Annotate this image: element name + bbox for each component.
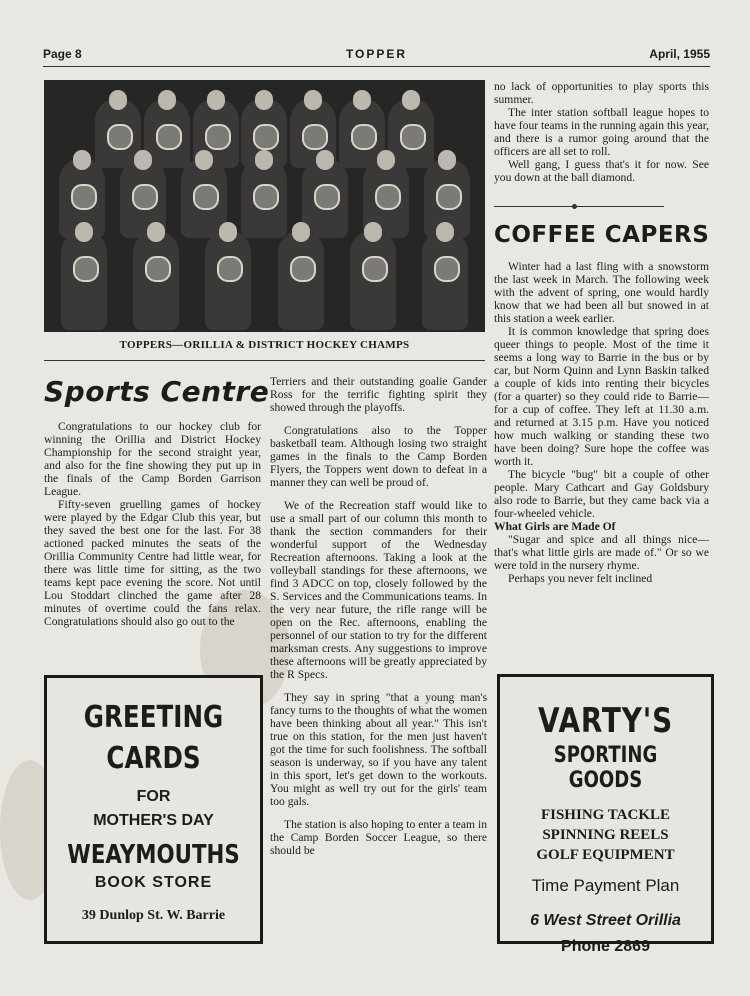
paragraph: Well gang, I guess that's it for now. See you down at the ball diamond. — [494, 158, 709, 184]
publication-title: TOPPER — [345, 47, 408, 61]
section-divider — [494, 206, 664, 207]
ad-address: 39 Dunlop St. W. Barrie — [81, 908, 226, 923]
ad-phone: Phone 2869 — [561, 938, 650, 955]
paragraph: Perhaps you never felt inclined — [508, 572, 653, 585]
paragraph: The station is also hoping to enter a team in the Camp Borden Soccer League, so there should be — [270, 818, 487, 857]
paragraph: The inter station softball league hopes to have four teams in the running again this year, and there is a rumor going around that the officers are all set to roll. — [494, 106, 709, 158]
ad-headline: GREETING — [83, 700, 224, 735]
coffee-column — [494, 260, 709, 585]
coffee-capers-heading: COFFEE CAPERS — [494, 222, 710, 248]
ad-headline: SPORTING GOODS — [553, 743, 658, 793]
issue-date: April, 1955 — [649, 47, 710, 61]
ad-text: FISHING TACKLE — [540, 807, 671, 823]
ad-text: BOOK STORE — [94, 874, 213, 891]
paragraph: no lack of opportunities to play sports this summer. — [494, 80, 709, 106]
ad-headline: CARDS — [106, 741, 201, 776]
ad-headline: VARTY'S — [537, 701, 674, 741]
ad-address: 6 West Street Orillia — [530, 912, 681, 929]
paragraph: We of the Recreation staff would like to use a small part of our column this month to thank the section commanders for their wonderful support of the Wednesday Recreation afternoons. Taking a look at the volleyball standings for these afternoons, we find 3 ADCC on top, closely followed by the S. Services and the Communications teams. In the very near future, the rifle range will be open on the Rec. afternoons, enabling the personnel of our station to try for the different marksman crests. Any suggestions to improve these afternoons will be greatly appreciated by the R Specs. — [270, 499, 487, 681]
greeting-cards-ad — [44, 675, 263, 944]
ad-text: Time Payment Plan — [531, 876, 680, 895]
paragraph: Congratulations to our hockey club for winning the Orillia and District Hockey Championship for the second straight year, and also for the fine showing they put up in the finals of the Camp Borden Garrison League. — [44, 420, 261, 498]
paragraph: Fifty-seven gruelling games of hockey were played by the Edgar Club this year, but they saved the best one for the last. For 38 actioned packed minutes the seats of the Orillia Community Centre had little wear, for there was little time for sitting, as the two teams kept pace evening the score. Not until Lou Stoddart clinched the game after 28 minutes of overtime could the fans relax. Congratulations should also go out to the — [44, 498, 261, 628]
sports-column-2 — [270, 375, 487, 857]
paragraph: It is common knowledge that spring does queer things to people. Most of the time it seems a long way to Barrie in the bus or by car, but Norm Quinn and Lynn Baskin talked a couple of kids into renting their bicycles (for a quarter) so they could ride to Barrie—for a cup of coffee. They left at 11.30 a.m. and returned at 3.15 p.m. Have you noticed how much walking or standing these two have been doing? Sure hope the coffee was worth it. — [494, 325, 709, 468]
paragraph: Terriers and their outstanding goalie Gander Ross for the terrific fighting spirit they showed through the playoffs. — [270, 375, 487, 414]
ad-text: FOR — [136, 788, 171, 805]
ad-text: MOTHER'S DAY — [93, 812, 214, 829]
subheading: What Girls are Made Of — [494, 520, 616, 533]
sports-column-3 — [494, 80, 709, 184]
sports-centre-heading: Sports Centre — [44, 375, 270, 408]
paragraph: The bicycle "bug" bit a couple of other people. Mary Cathcart and Gay Goldsbury also rode to Barrie, but they came back via a four-wheeled vehicle. — [494, 468, 709, 520]
caption-rule — [44, 360, 485, 361]
header-rule — [43, 66, 710, 67]
ad-text: SPINNING REELS — [542, 827, 669, 843]
paragraph: They say in spring "that a young man's fancy turns to the thoughts of what the women have been thinking about all year." This isn't true on this station, for the men just haven't got the time for such foolishness. The softball season is underway, so if you have any talent in this sport, let's get down to the workouts. You might as well try out for the girls' team too gals. — [270, 691, 487, 808]
team-photo — [44, 80, 485, 332]
ad-store-name: WEAYMOUTHS — [67, 840, 240, 870]
ad-text: GOLF EQUIPMENT — [536, 847, 675, 863]
vartys-ad — [497, 674, 714, 955]
paragraph: Winter had a last fling with a snowstorm the last week in March. The following week with the advent of spring, one would hardly know that we had been all but snowed in at this station a week earlier. — [494, 260, 709, 325]
photo-caption: TOPPERS—ORILLIA & DISTRICT HOCKEY CHAMPS — [119, 339, 410, 351]
paragraph: Congratulations also to the Topper basketball team. Although losing two straight games in the finals to the Camp Borden Flyers, the Toppers went down to defeat in a manner they can well be proud of. — [270, 424, 487, 489]
paragraph: "Sugar and spice and all things nice—that's what little girls are made of." Or so we were told in the nursery rhyme. — [494, 533, 709, 572]
page-header — [43, 47, 710, 65]
page-number: Page 8 — [43, 47, 82, 61]
sports-column-1 — [44, 420, 261, 628]
